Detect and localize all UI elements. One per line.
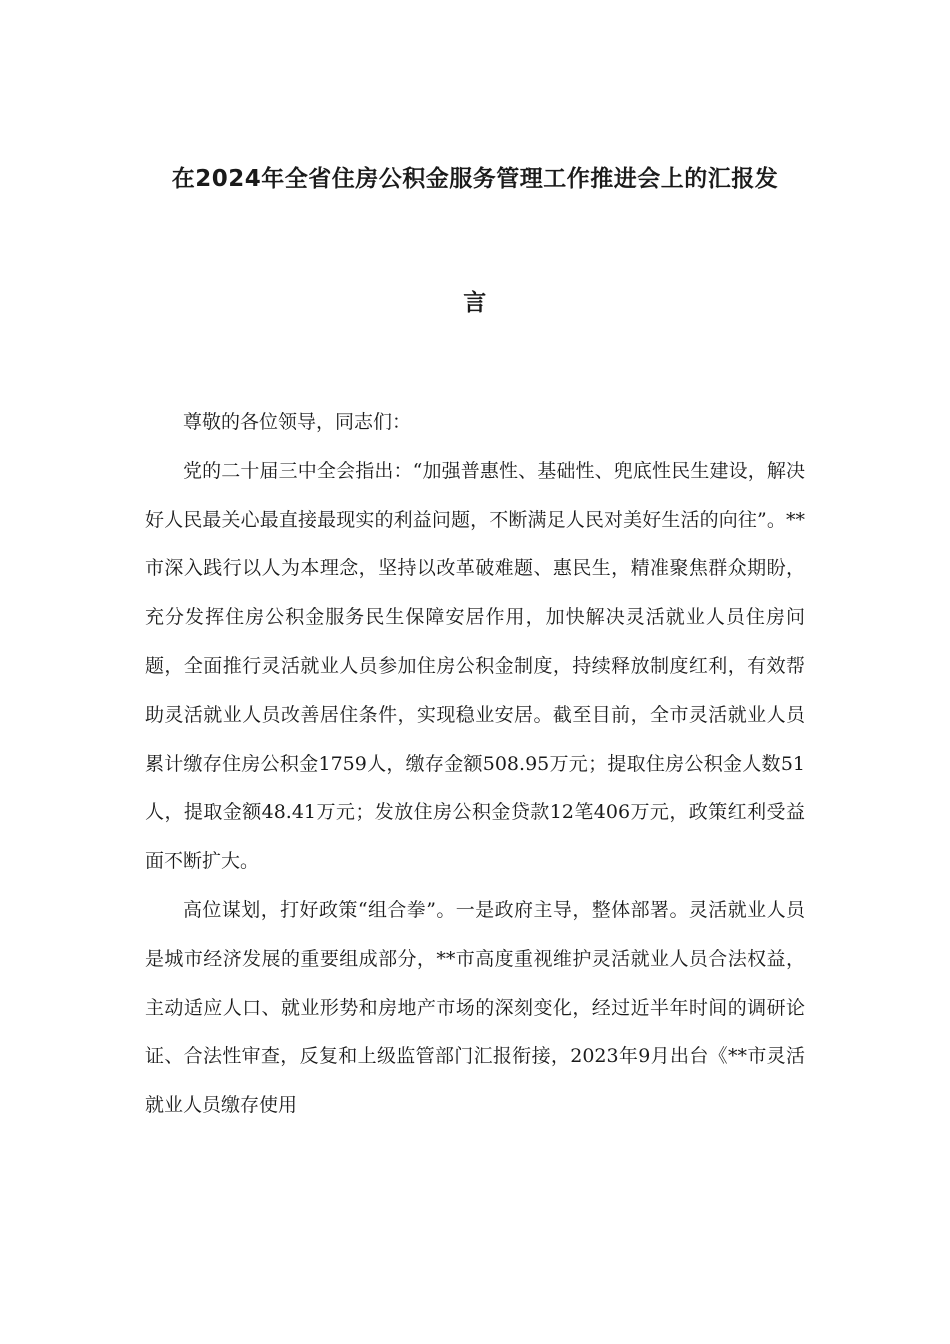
salutation: 尊敬的各位领导，同志们：	[183, 411, 412, 433]
document-title-line-2: 言	[463, 290, 487, 316]
paragraph: 高位谋划，打好政策“组合拳”。一是政府主导，整体部署。灵活就业人员是城市经济发展的重要组成部分，**市高度重视维护灵活就业人员合法权益，主动适应人口、就业形势和房地产市场的深刻变化，经过近半年时间的调研论证、合法性审查，反复和上级监管部门汇报衔接，2023年9月出台《**市灵活就业人员缴存使用	[145, 898, 805, 1117]
document-body	[145, 398, 805, 1130]
document-title-line-1: 在2024年全省住房公积金服务管理工作推进会上的汇报发	[171, 166, 779, 192]
paragraph: 党的二十届三中全会指出：“加强普惠性、基础性、兜底性民生建设，解决好人民最关心最直接最现实的利益问题，不断满足人民对美好生活的向往”。**市深入践行以人为本理念，坚持以改革破难题、惠民生，精准聚焦群众期盼，充分发挥住房公积金服务民生保障安居作用，加快解决灵活就业人员住房问题，全面推行灵活就业人员参加住房公积金制度，持续释放制度红利，有效帮助灵活就业人员改善居住条件，实现稳业安居。截至目前，全市灵活就业人员累计缴存住房公积金1759人，缴存金额508.95万元；提取住房公积金人数51人，提取金额48.41万元；发放住房公积金贷款12笔406万元，政策红利受益面不断扩大。	[145, 459, 805, 873]
